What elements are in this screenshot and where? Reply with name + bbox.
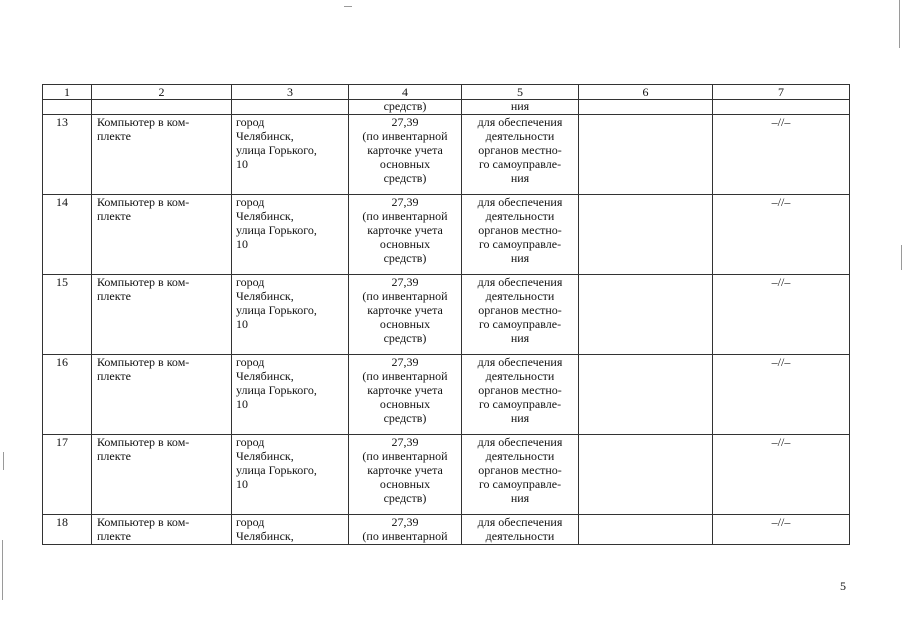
row-number-cell: 16 [43,355,92,435]
purpose-cell-line: для обеспечения [477,195,563,209]
ditto-cell: –//– [713,355,850,435]
item-name-cell-line: Компьютер в ком- [97,275,190,289]
table-cell [43,100,92,115]
column-number-row [43,85,850,100]
purpose-cell-line: го самоуправле- [478,237,562,251]
value-cell-line: карточке учета [367,463,443,477]
value-cell-line: средств) [383,171,427,185]
table-cell [579,100,713,115]
column-number: 5 [462,85,579,100]
value-cell [349,115,462,195]
empty-cell [579,275,713,355]
page-number: 5 [840,579,846,593]
value-cell-line: 27,39 [391,115,419,129]
table-cell [713,100,850,115]
value-cell-line: средств) [383,251,427,265]
row-number-cell: 15 [43,275,92,355]
item-name-cell-line: плекте [97,449,131,463]
item-name-cell [92,355,232,435]
purpose-cell-line: деятельности [485,369,555,383]
address-cell [232,355,349,435]
address-cell-line: город [236,275,265,289]
address-cell-line: город [236,115,265,129]
item-name-cell-line: плекте [97,209,131,223]
value-cell-line: основных [379,317,431,331]
table-row [43,195,850,275]
purpose-cell-line: ния [510,171,530,185]
row-number-cell: 17 [43,435,92,515]
address-cell-line: город [236,515,265,529]
purpose-cell [462,275,579,355]
value-cell [349,355,462,435]
address-cell-line: Челябинск, [236,369,294,383]
item-name-cell [92,195,232,275]
value-cell [349,275,462,355]
address-cell-line: улица Горького, [236,303,317,317]
item-name-cell-line: плекте [97,529,131,543]
address-cell-line: Челябинск, [236,449,294,463]
item-name-cell [92,115,232,195]
column-number: 1 [43,85,92,100]
ditto-cell: –//– [713,515,850,545]
value-cell [349,515,462,545]
empty-cell [579,515,713,545]
item-name-cell [92,435,232,515]
value-cell-line: основных [379,477,431,491]
address-cell-line: 10 [236,317,248,331]
column-number: 7 [713,85,850,100]
value-cell-line: 27,39 [391,275,419,289]
purpose-cell-line: для обеспечения [477,115,563,129]
address-cell-line: улица Горького, [236,463,317,477]
value-cell [349,435,462,515]
address-cell-line: город [236,355,265,369]
ditto-cell: –//– [713,195,850,275]
scan-edge-left [3,452,4,470]
value-cell-line: основных [379,157,431,171]
scan-edge-left-2 [2,540,3,600]
value-cell-line: карточке учета [367,143,443,157]
value-cell-line: 27,39 [391,515,419,529]
address-cell-line: город [236,435,265,449]
value-cell-line: основных [379,397,431,411]
address-cell-line: улица Горького, [236,143,317,157]
inventory-table [42,84,850,545]
ditto-cell: –//– [713,115,850,195]
address-cell-line: город [236,195,265,209]
address-cell [232,275,349,355]
column-number: 6 [579,85,713,100]
address-cell-line: 10 [236,477,248,491]
item-name-cell-line: плекте [97,369,131,383]
item-name-cell [92,515,232,545]
purpose-cell-line: для обеспечения [477,275,563,289]
continuation-row [43,100,850,115]
value-cell-line: (по инвентарной [362,449,448,463]
item-name-cell-line: Компьютер в ком- [97,355,190,369]
value-cell-line: (по инвентарной [362,289,448,303]
value-cell-line: (по инвентарной [362,129,448,143]
table-row [43,515,850,545]
purpose-continuation-cell: ния [462,100,579,115]
value-cell-line: карточке учета [367,223,443,237]
purpose-cell-line: го самоуправле- [478,317,562,331]
scan-edge-right [899,0,900,48]
purpose-cell-line: органов местно- [478,303,562,317]
row-number-cell: 18 [43,515,92,545]
table-row [43,355,850,435]
address-cell-line: Челябинск, [236,289,294,303]
column-number: 2 [92,85,232,100]
address-cell-line: Челябинск, [236,529,294,543]
scan-mark-top [344,6,352,7]
address-cell [232,115,349,195]
table-cell [232,100,349,115]
item-name-cell-line: Компьютер в ком- [97,515,190,529]
table-row [43,275,850,355]
item-name-cell-line: плекте [97,289,131,303]
purpose-cell-line: органов местно- [478,383,562,397]
column-number: 3 [232,85,349,100]
item-name-cell-line: Компьютер в ком- [97,195,190,209]
empty-cell [579,115,713,195]
purpose-cell-line: го самоуправле- [478,157,562,171]
purpose-cell-line: деятельности [485,449,555,463]
purpose-cell-line: органов местно- [478,223,562,237]
item-name-cell [92,275,232,355]
purpose-cell-line: ния [510,491,530,505]
value-cell-line: (по инвентарной [362,369,448,383]
address-cell-line: улица Горького, [236,223,317,237]
empty-cell [579,195,713,275]
address-cell-line: 10 [236,157,248,171]
value-cell-line: средств) [383,411,427,425]
value-continuation-cell: средств) [349,100,462,115]
purpose-cell-line: деятельности [485,529,555,543]
purpose-cell-line: го самоуправле- [478,397,562,411]
value-cell-line: карточке учета [367,303,443,317]
item-name-cell-line: Компьютер в ком- [97,115,190,129]
purpose-cell-line: для обеспечения [477,515,563,529]
purpose-cell [462,115,579,195]
value-cell-line: 27,39 [391,355,419,369]
purpose-cell-line: го самоуправле- [478,477,562,491]
column-number: 4 [349,85,462,100]
value-cell-line: (по инвентарной [362,209,448,223]
purpose-cell [462,355,579,435]
purpose-cell [462,435,579,515]
value-cell-line: карточке учета [367,383,443,397]
empty-cell [579,355,713,435]
value-cell-line: 27,39 [391,435,419,449]
value-cell-line: основных [379,237,431,251]
purpose-cell-line: ния [510,251,530,265]
purpose-cell-line: для обеспечения [477,355,563,369]
address-cell-line: Челябинск, [236,129,294,143]
address-cell [232,515,349,545]
scan-edge-right-2 [901,245,902,270]
table-row [43,435,850,515]
table-row [43,115,850,195]
value-cell-line: 27,39 [391,195,419,209]
ditto-cell: –//– [713,435,850,515]
address-cell-line: улица Горького, [236,383,317,397]
purpose-cell [462,515,579,545]
value-cell-line: средств) [383,331,427,345]
purpose-cell-line: деятельности [485,289,555,303]
row-number-cell: 13 [43,115,92,195]
purpose-cell [462,195,579,275]
empty-cell [579,435,713,515]
item-name-cell-line: Компьютер в ком- [97,435,190,449]
ditto-cell: –//– [713,275,850,355]
value-cell-line: средств) [383,491,427,505]
purpose-cell-line: ния [510,331,530,345]
purpose-cell-line: деятельности [485,209,555,223]
value-cell [349,195,462,275]
purpose-cell-line: органов местно- [478,143,562,157]
purpose-cell-line: для обеспечения [477,435,563,449]
table-cell [92,100,232,115]
address-cell [232,435,349,515]
address-cell-line: Челябинск, [236,209,294,223]
purpose-cell-line: ния [510,411,530,425]
purpose-cell-line: органов местно- [478,463,562,477]
purpose-cell-line: деятельности [485,129,555,143]
item-name-cell-line: плекте [97,129,131,143]
address-cell [232,195,349,275]
value-cell-line: (по инвентарной [362,529,448,543]
address-cell-line: 10 [236,397,248,411]
address-cell-line: 10 [236,237,248,251]
row-number-cell: 14 [43,195,92,275]
